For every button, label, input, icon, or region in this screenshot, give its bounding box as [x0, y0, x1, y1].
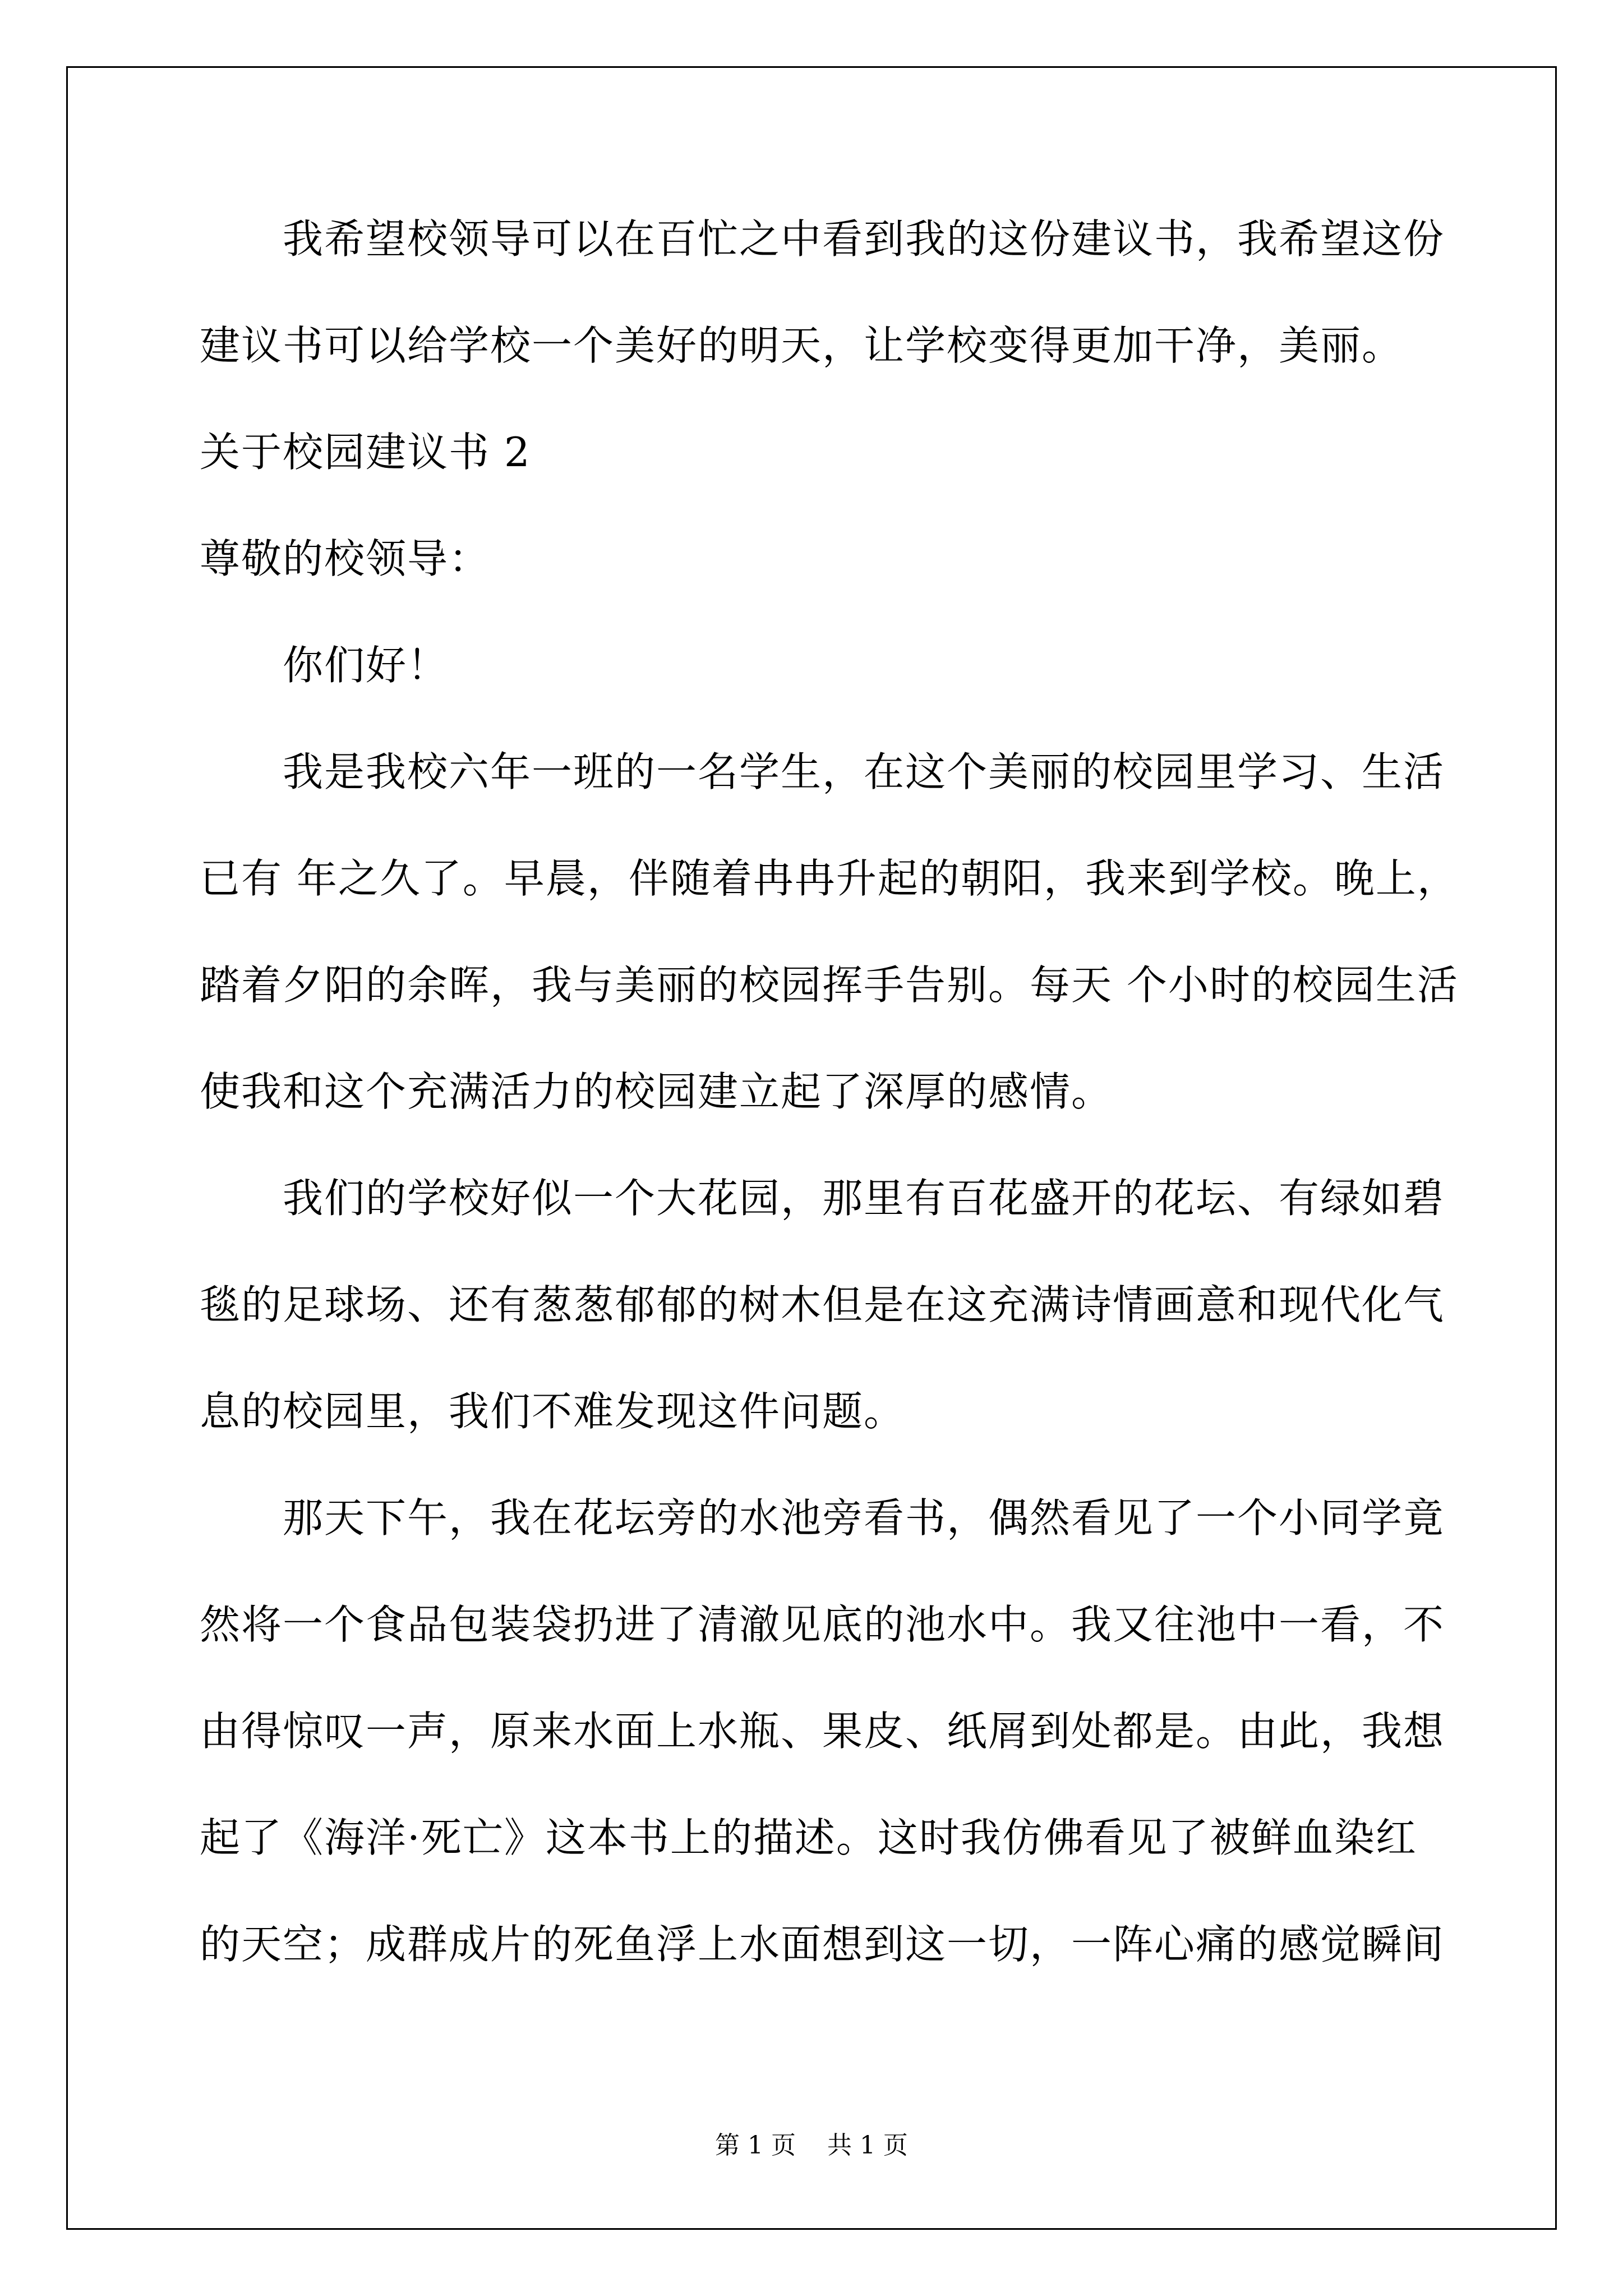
greeting: 你们好！ [283, 642, 449, 689]
section-heading: 关于校园建议书 2 [200, 429, 531, 476]
text-line: 的天空；成群成片的死鱼浮上水面想到这一切，一阵心痛的感觉瞬间 [200, 1921, 1445, 1968]
text-line: 毯的足球场、还有葱葱郁郁的树木但是在这充满诗情画意和现代化气 [200, 1281, 1445, 1328]
text-line: 由得惊叹一声，原来水面上水瓶、果皮、纸屑到处都是。由此，我想 [200, 1708, 1445, 1755]
text-line: 我是我校六年一班的一名学生，在这个美丽的校园里学习、生活 [283, 748, 1445, 795]
document-body [200, 215, 1459, 2031]
text-line: 踏着夕阳的余晖，我与美丽的校园挥手告别。每天 个小时的校园生活 [200, 961, 1459, 1009]
text-line: 我希望校领导可以在百忙之中看到我的这份建议书，我希望这份 [283, 215, 1445, 263]
text-line: 息的校园里，我们不难发现这件问题。 [200, 1388, 906, 1435]
text-line: 然将一个食品包装袋扔进了清澈见底的池水中。我又往池中一看，不 [200, 1601, 1445, 1648]
page-footer: 第 1 页 共 1 页 [715, 2131, 908, 2160]
text-line: 起了《海洋·死亡》这本书上的描述。这时我仿佛看见了被鲜血染红 [200, 1814, 1417, 1861]
text-line: 建议书可以给学校一个美好的明天，让学校变得更加干净，美丽。 [200, 322, 1404, 369]
text-line: 使我和这个充满活力的校园建立起了深厚的感情。 [200, 1068, 1113, 1115]
salutation: 尊敬的校领导： [200, 535, 491, 582]
text-line: 我们的学校好似一个大花园，那里有百花盛开的花坛、有绿如碧 [283, 1175, 1445, 1222]
text-line: 已有 年之久了。早晨，伴随着冉冉升起的朝阳，我来到学校。晚上， [200, 855, 1459, 902]
text-line: 那天下午，我在花坛旁的水池旁看书，偶然看见了一个小同学竟 [283, 1494, 1445, 1542]
